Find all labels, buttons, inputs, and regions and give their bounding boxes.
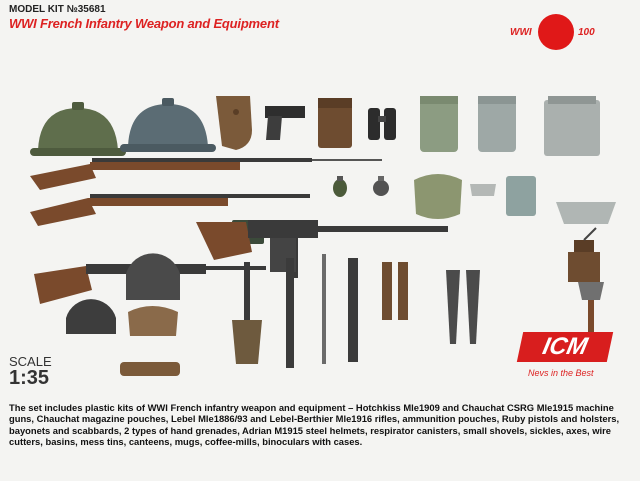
model-kit-number: MODEL KIT №35681 [9, 4, 106, 15]
chauchat-machine-gun-icon [34, 253, 266, 304]
icm-tagline: Nevs in the Best [528, 368, 594, 378]
adrian-helmet-green-icon [30, 102, 126, 156]
pistol-holster-icon [216, 96, 252, 150]
scale-info [9, 354, 52, 390]
hand-grenade-icon [333, 176, 347, 197]
badge-wwi-text: WWI [510, 27, 532, 38]
badge-100-text: 100 [578, 27, 595, 38]
respirator-canister-icon [420, 96, 458, 152]
entrenching-tool-icon [348, 258, 358, 362]
bayonet-scabbard-icon [286, 258, 294, 368]
canteen-icon [414, 174, 462, 219]
hand-grenade-round-icon [373, 176, 389, 196]
binocular-case-icon [318, 98, 352, 148]
scale-value: 1:35 [9, 367, 50, 389]
icm-logo: ICM [517, 332, 613, 362]
respirator-canister-grey-icon [478, 96, 516, 152]
small-shovel-icon [232, 262, 262, 364]
water-canteen-flat-icon [506, 176, 536, 216]
ruby-pistol-icon [265, 106, 305, 140]
bayonet-icon [322, 254, 326, 364]
coffee-mill-icon [568, 228, 600, 282]
lebel-rifle-bayonet-icon [30, 158, 382, 190]
pistol-holster-long-icon [120, 362, 180, 376]
product-description: The set includes plastic kits of WWI French infantry weapon and equipment – Hotchkiss Mle1909 and Chauchat CSRG Mle1915 machine guns, Chauchat magazine pouches, Lebel Mle1886/93 and Lebel-Berthier Mle1916 rifles, ammunition pouches, Ruby pistols and holsters, bayonets and scabbards, 2 types of hand grenades, Adrian M1915 steel helmets, respirator canisters, small shovels, sickles, axes, wire cutters, basins, mess tins, canteens, mugs, coffee-mills, binoculars with cases. [9, 402, 620, 447]
wire-cutters-icon [446, 270, 480, 344]
adrian-helmet-blue-icon [120, 98, 216, 152]
mess-tin-icon [544, 96, 600, 156]
basin-icon [556, 202, 616, 224]
chauchat-magazine-pouch-icon [66, 299, 116, 334]
binoculars-icon [368, 108, 396, 140]
icm-brand [520, 332, 620, 390]
ammunition-pouch-brown-icon [128, 306, 178, 336]
scale-label: SCALE [9, 354, 52, 369]
mug-icon [470, 184, 496, 196]
page-title: WWI French Infantry Weapon and Equipment [9, 16, 279, 31]
sickle-icon [382, 262, 408, 320]
